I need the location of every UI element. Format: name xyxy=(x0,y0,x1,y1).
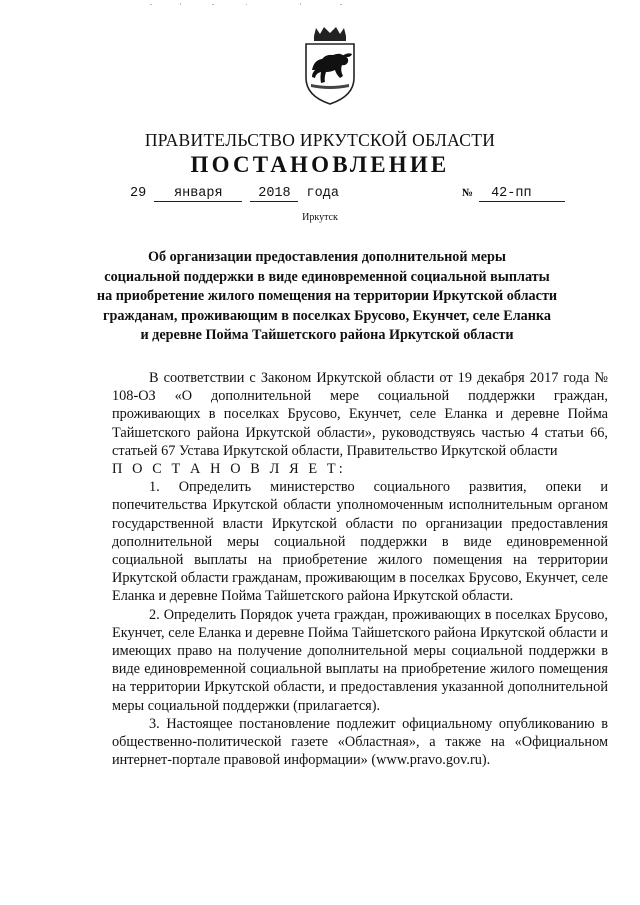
decree-number xyxy=(462,186,565,202)
government-name: ПРАВИТЕЛЬСТВО ИРКУТСКОЙ ОБЛАСТИ xyxy=(144,130,496,150)
title-line: гражданам, проживающим в поселках Брусово, Екунчет, селе Еланка xyxy=(103,307,551,324)
scan-artifact xyxy=(150,2,350,8)
item-paragraph-1: 1. Определить министерство социального развития, опеки и попечительства Иркутской области уполномоченным исполнительным органом государственной власти Иркутской области по организации предоставления дополнительной меры социальной поддержки в виде единовременной социальной выплаты на приобретение жилого помещения на территории Иркутской области гражданам, проживающим в поселках Брусово, Екунчет, селе Еланка и деревне Пойма Тайшетского района Иркутской области. xyxy=(112,479,608,605)
number-value: 42-пп xyxy=(479,186,565,202)
date-suffix: года xyxy=(306,186,339,201)
title-line: и деревне Пойма Тайшетского района Иркутской области xyxy=(140,327,514,343)
title-line: Об организации предоставления дополнительной меры xyxy=(148,249,506,265)
date-year: 2018 xyxy=(250,186,298,202)
city-name: Иркутск xyxy=(302,212,338,223)
number-label: № xyxy=(462,187,474,199)
irkutsk-coat-of-arms-icon xyxy=(302,26,358,108)
item-paragraph-3: 3. Настоящее постановление подлежит официальному опубликованию в общественно-политической газете «Областная», а также на «Официальном интернет-портале правовой информации» (www.pravo.gov.ru). xyxy=(112,715,608,769)
item-paragraph-2: 2. Определить Порядок учета граждан, проживающих в поселках Брусово, Екунчет, селе Еланка и деревне Пойма Тайшетского района Иркутской области и имеющих право на получение дополнительной меры социальной поддержки в виде единовременной социальной выплаты на приобретение жилого помещения на территории Иркутской области, и предоставления указанной дополнительной меры социальной поддержки (прилагается). xyxy=(112,606,608,714)
decree-title xyxy=(96,248,558,346)
title-line: социальной поддержки в виде единовременной социальной выплаты xyxy=(104,268,550,285)
decree-date xyxy=(130,186,339,202)
date-day: 29 xyxy=(130,186,147,201)
date-month: января xyxy=(154,186,242,202)
resolves-heading: П О С Т А Н О В Л Я Е Т: xyxy=(112,461,346,478)
preamble-paragraph: В соответствии с Законом Иркутской области от 19 декабря 2017 года № 108-ОЗ «О дополнительной мере социальной поддержки граждан, проживающих в поселках Брусово, Екунчет, селе Еланка и деревне Пойма Тайшетского района Иркутской области», руководствуясь частью 4 статьи 66, статьей 67 Устава Иркутской области, Правительство Иркутской области xyxy=(112,370,608,459)
decree-body xyxy=(112,369,608,769)
title-line: на приобретение жилого помещения на территории Иркутской области xyxy=(96,288,558,304)
document-type: ПОСТАНОВЛЕНИЕ xyxy=(190,152,450,177)
